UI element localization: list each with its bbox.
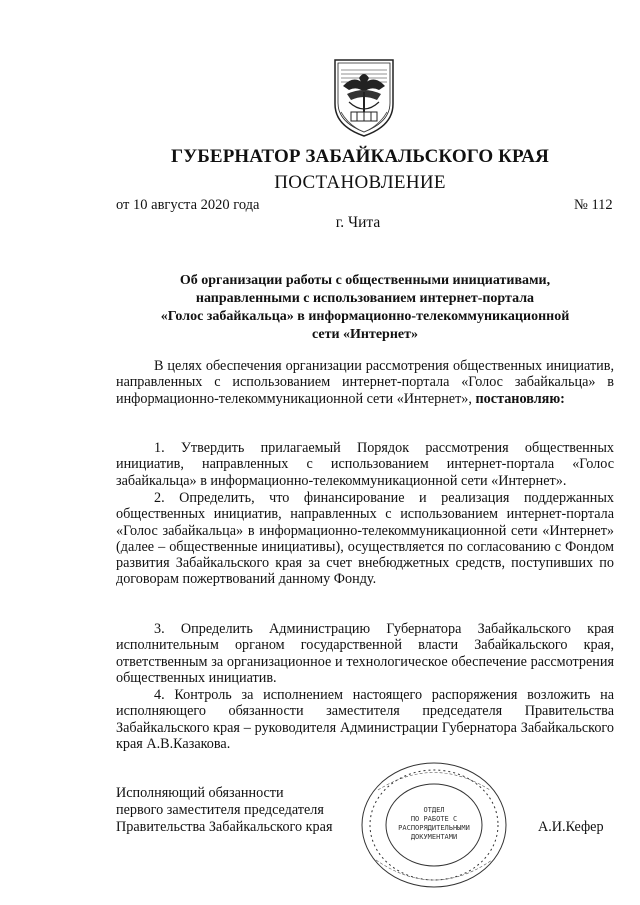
signer-position xyxy=(116,785,332,836)
stamp-line: ОТДЕЛ xyxy=(423,806,445,814)
decree-word: постановляю: xyxy=(475,390,565,407)
stamp-line: ПО РАБОТЕ С xyxy=(410,815,458,823)
stamp-line: ДОКУМЕНТАМИ xyxy=(410,833,458,841)
document-title xyxy=(150,272,580,344)
preamble-text: В целях обеспечения организации рассмотрения общественных инициатив, направленных с использованием интернет-портала «Голос забайкальца» в информационно-телекоммуникационной сети «Интернет», xyxy=(116,358,614,407)
title-line: сети «Интернет» xyxy=(311,327,419,342)
decree-item-3: 3. Определить Администрацию Губернатора Забайкальского края исполнительным органом государственной власти Забайкальского края, ответственным за организационное и технологическое обеспечение рассмотрения общественных инициатив. xyxy=(116,621,614,686)
signer-position-line: первого заместителя председателя xyxy=(116,802,324,818)
city-name: г. Чита xyxy=(335,214,381,231)
signer-name: А.И.Кефер xyxy=(538,819,604,835)
official-stamp xyxy=(358,760,510,890)
coat-of-arms-emblem xyxy=(329,56,399,138)
document-date: от 10 августа 2020 года xyxy=(116,197,260,213)
preamble-paragraph xyxy=(116,358,614,407)
stamp-line: РАСПОРЯДИТЕЛЬНЫМИ xyxy=(398,824,470,832)
document-number: № 112 xyxy=(574,197,613,213)
decree-item-1: 1. Утвердить прилагаемый Порядок рассмотрения общественных инициатив, направленных с использованием интернет-портала «Голос забайкальца» в информационно-телекоммуникационной сети «Интернет». xyxy=(116,440,614,489)
decree-item-2: 2. Определить, что финансирование и реализация поддержанных общественных инициатив, направленных с использованием интернет-портала «Голос забайкальца» в информационно-телекоммуникационной сети «Интернет» (далее – общественные инициативы), осуществляется по согласованию с Фондом развития Забайкальского края за счет внебюджетных средств, поступивших по договорам пожертвований данному Фонду. xyxy=(116,490,614,588)
title-line: Об организации работы с общественными инициативами, xyxy=(179,273,551,288)
document-type: ПОСТАНОВЛЕНИЕ xyxy=(274,172,446,193)
title-line: направленными с использованием интернет-портала xyxy=(195,291,535,306)
signer-position-line: Исполняющий обязанности xyxy=(116,785,284,801)
decree-item-4: 4. Контроль за исполнением настоящего распоряжения возложить на исполняющего обязанности заместителя председателя Правительства Забайкальского края – руководителя Администрации Губернатора Забайкальского края А.В.Казакова. xyxy=(116,687,614,752)
issuing-authority: ГУБЕРНАТОР ЗАБАЙКАЛЬСКОГО КРАЯ xyxy=(171,146,549,167)
signer-position-line: Правительства Забайкальского края xyxy=(116,819,333,835)
title-line: «Голос забайкальца» в информационно-телекоммуникационной xyxy=(160,309,570,324)
